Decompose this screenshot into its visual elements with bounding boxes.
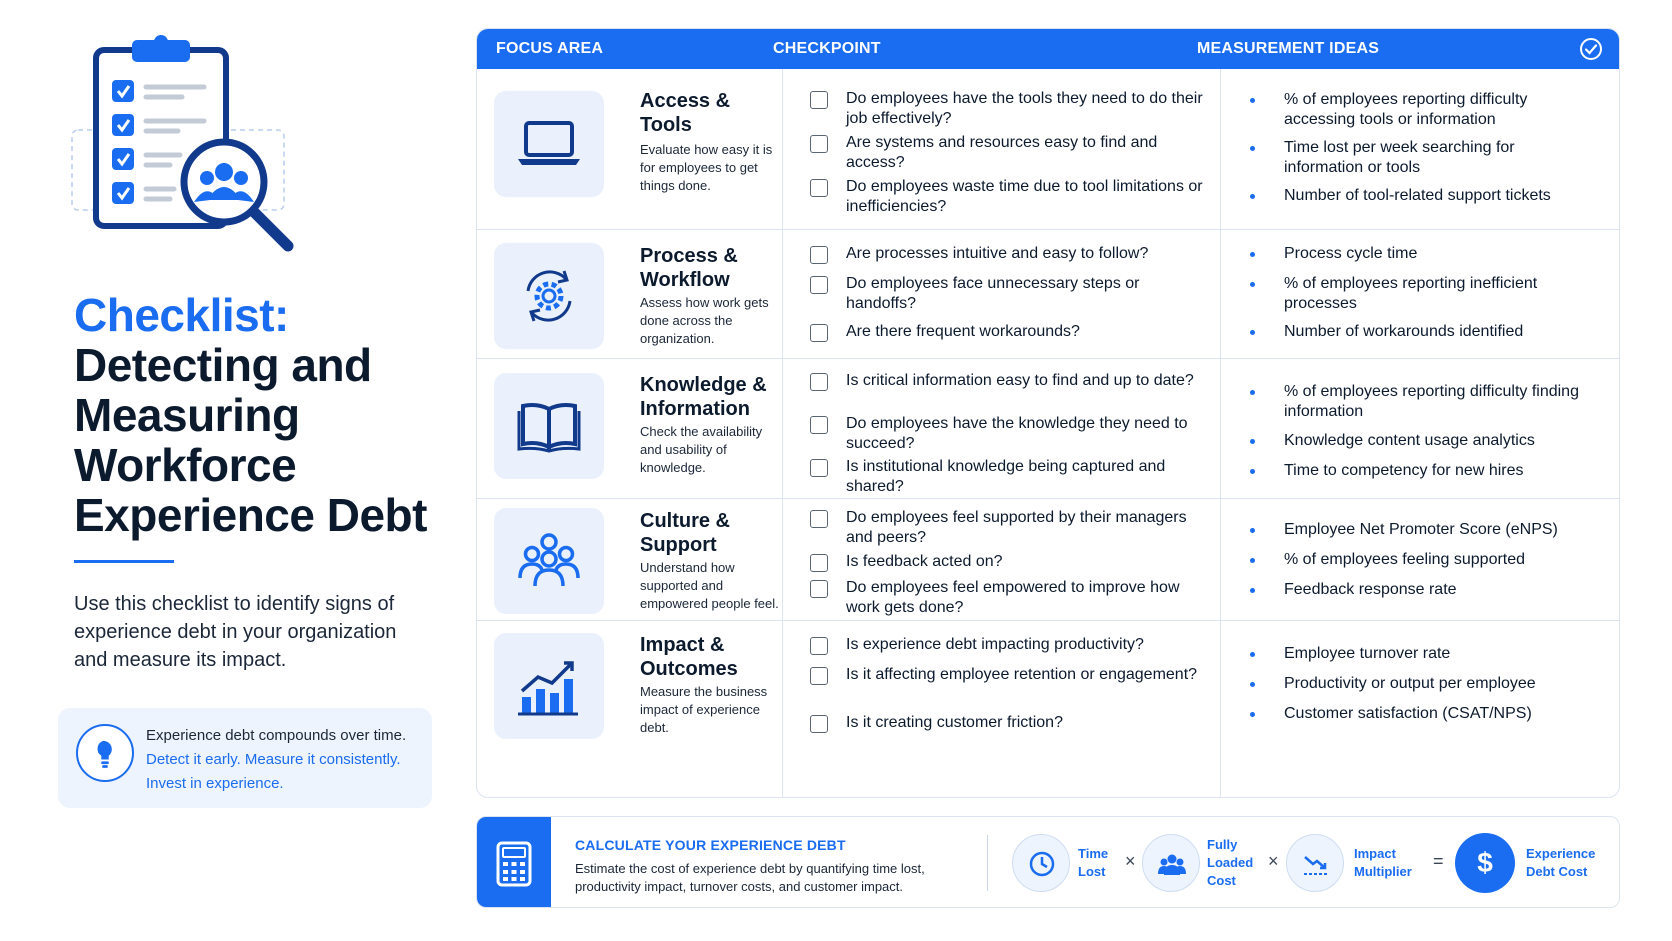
checkpoint-item[interactable]: Do employees feel supported by their managers and peers? [810,508,1210,548]
focus-desc: Measure the business impact of experience debt. [640,684,768,735]
result-experience-debt-cost: Experience Debt Cost [1526,846,1596,879]
clipboard-magnifier-icon [70,32,320,272]
checkpoint-item[interactable]: Are there frequent workarounds? [810,322,1210,342]
measure-item: % of employees feeling supported [1247,550,1587,570]
measure-item: Productivity or output per employee [1247,674,1587,694]
measure-item: Number of workarounds identified [1247,322,1587,342]
header-checkpoint: CHECKPOINT [773,40,881,57]
factor-time-lost: Time Lost [1078,846,1109,879]
header-measurement-ideas: MEASUREMENT IDEAS [1197,40,1380,57]
tip-line: Invest in experience. [146,775,284,792]
focus-title: Impact & Outcomes [640,634,738,680]
people-icon [1142,834,1200,892]
title-divider [74,560,174,563]
checkpoint-item[interactable]: Is experience debt impacting productivity? [810,635,1210,655]
tip-text [146,724,426,796]
measure-item: Employee turnover rate [1247,644,1587,664]
tip-callout [58,708,432,808]
checkpoint-item[interactable]: Do employees waste time due to tool limitations or inefficiencies? [810,177,1210,217]
gear-cycle-icon [514,261,584,331]
table-row [477,620,1619,798]
measure-item: Customer satisfaction (CSAT/NPS) [1247,704,1587,724]
calc-divider [987,835,988,891]
checkpoint-item[interactable]: Do employees have the tools they need to do their job effectively? [810,89,1210,129]
calc-title: CALCULATE YOUR EXPERIENCE DEBT [575,837,846,853]
checkpoint-item[interactable]: Is it affecting employee retention or engagement? [810,665,1210,685]
factor-fully-loaded-cost: Fully Loaded Cost [1207,837,1254,888]
measure-item: Time to competency for new hires [1247,461,1587,481]
clock-icon [1012,834,1070,892]
focus-desc: Check the availability and usability of knowledge. [640,424,763,475]
table-header [477,29,1619,69]
left-panel [0,0,460,941]
focus-title: Culture & Support [640,510,730,556]
measure-item: Process cycle time [1247,244,1587,264]
table-row [477,358,1619,498]
calc-desc: Estimate the cost of experience debt by quantifying time lost, productivity impact, turnover costs, and customer impact. [575,861,925,894]
measure-item: % of employees reporting difficulty accessing tools or information [1247,90,1587,130]
focus-icon-box [494,91,604,197]
checkpoint-item[interactable]: Do employees face unnecessary steps or handoffs? [810,274,1210,314]
focus-icon-box [494,373,604,479]
focus-title: Access & Tools [640,90,731,136]
checkpoint-item[interactable]: Is it creating customer friction? [810,713,1210,733]
checkpoint-item[interactable]: Are processes intuitive and easy to follow? [810,244,1210,264]
check-circle-icon [1579,37,1603,61]
checkpoint-item[interactable]: Is feedback acted on? [810,552,1210,572]
measure-item: Time lost per week searching for information or tools [1247,138,1587,178]
checkpoint-item[interactable]: Do employees feel empowered to improve how work gets done? [810,578,1210,618]
measure-item: % of employees reporting inefficient processes [1247,274,1587,314]
checkpoint-item[interactable]: Are systems and resources easy to find and access? [810,133,1210,173]
title-line: Detecting and [74,339,372,391]
calculator-icon [477,817,551,908]
checkpoint-item[interactable]: Do employees have the knowledge they need to succeed? [810,414,1210,454]
intro-text: Use this checklist to identify signs of experience debt in your organization and measure its impact. [74,593,397,671]
checklist-table [476,28,1620,798]
tip-line: Detect it early. Measure it consistently. [146,751,401,768]
measure-item: % of employees reporting difficulty finding information [1247,382,1587,422]
focus-icon-box [494,633,604,739]
dollar-icon: $ [1455,833,1515,893]
tip-line: Experience debt compounds over time. [146,727,407,744]
title-line: Measuring [74,389,300,441]
focus-desc: Evaluate how easy it is for employees to get things done. [640,142,773,193]
table-row [477,498,1619,620]
measure-item: Employee Net Promoter Score (eNPS) [1247,520,1587,540]
factor-impact-multiplier: Impact Multiplier [1354,846,1412,879]
people-group-icon [514,526,584,596]
title-accent: Checklist: [74,289,289,341]
title-line: Experience Debt [74,489,427,541]
measure-item: Knowledge content usage analytics [1247,431,1587,451]
checkpoint-item[interactable]: Is critical information easy to find and up to date? [810,371,1210,391]
measure-item: Feedback response rate [1247,580,1587,600]
laptop-icon [514,109,584,179]
focus-title: Knowledge & Information [640,374,767,420]
trend-down-icon [1286,834,1344,892]
header-focus-area: FOCUS AREA [496,40,604,57]
book-icon [514,391,584,461]
checkpoint-item[interactable]: Is institutional knowledge being captured and shared? [810,457,1210,497]
bar-chart-up-icon [514,651,584,721]
focus-desc: Understand how supported and empowered people feel. [640,560,779,611]
table-row [477,69,1619,229]
title-line: Workforce [74,439,297,491]
multiply-sign: × [1268,851,1279,871]
multiply-sign: × [1125,851,1136,871]
table-row [477,229,1619,358]
focus-icon-box [494,243,604,349]
equals-sign: = [1433,851,1444,871]
lightbulb-icon [76,724,134,782]
focus-icon-box [494,508,604,614]
calculate-experience-debt-panel [476,816,1620,908]
measure-item: Number of tool-related support tickets [1247,186,1587,206]
page-title [74,290,454,540]
focus-desc: Assess how work gets done across the organization. [640,295,769,346]
focus-title: Process & Workflow [640,245,738,291]
